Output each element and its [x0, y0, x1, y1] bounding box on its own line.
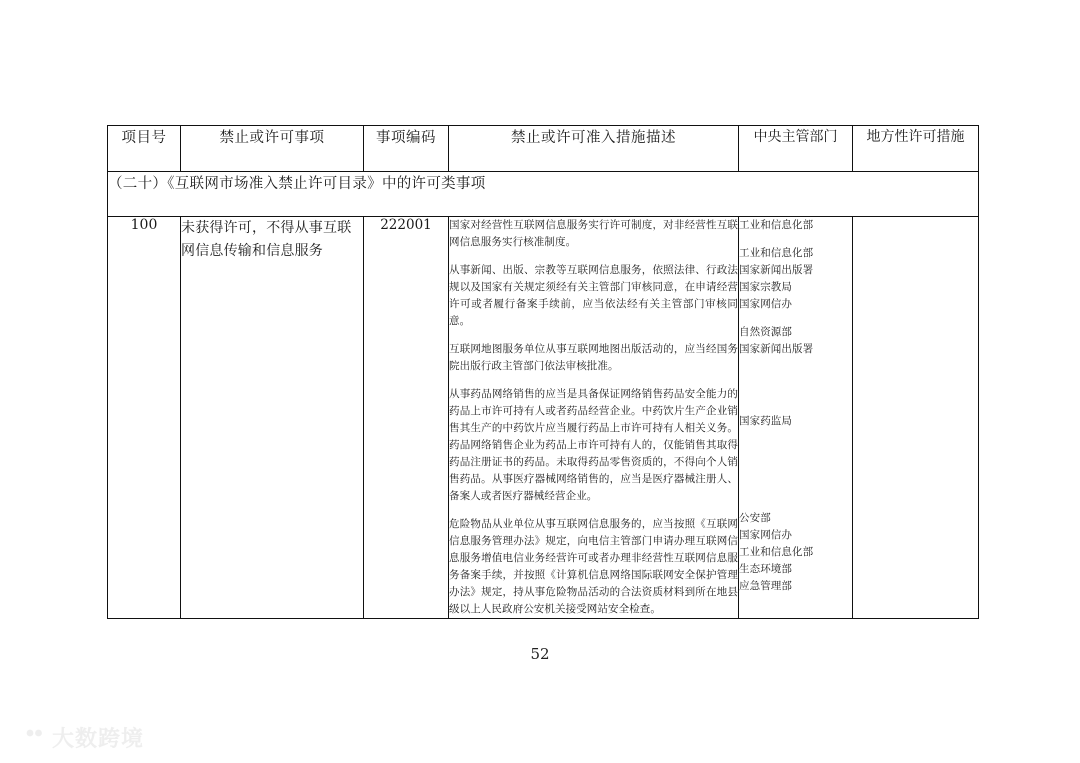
authority-line: 生态环境部 [739, 563, 792, 575]
authority-line: 工业和信息化部 [739, 247, 814, 259]
table-row [108, 217, 979, 619]
permit-catalog-table [107, 125, 979, 619]
cell-measure-description [449, 217, 739, 619]
authority-group [739, 245, 852, 313]
header-central-authority: 中央主管部门 [739, 126, 853, 172]
cell-item-number: 100 [108, 217, 181, 619]
authority-line: 工业和信息化部 [739, 219, 814, 231]
authority-group [739, 324, 852, 358]
header-item-code: 事项编码 [364, 126, 449, 172]
page-number: 52 [530, 645, 550, 663]
watermark-logo-icon [10, 727, 44, 753]
header-local-permit-measures: 地方性许可措施 [853, 126, 979, 172]
description-paragraph: 国家对经营性互联网信息服务实行许可制度，对非经营性互联网信息服务实行核准制度。 [449, 219, 738, 248]
description-paragraph: 危险物品从业单位从事互联网信息服务的，应当按照《互联网信息服务管理办法》规定，向电信主管部门申请办理互联网信息服务增值电信业务经营许可或者办理非经营性互联网信息服务备案手续，并按照《计算机信息网络国际联网安全保护管理办法》规定，持从事危险物品活动的合法资质材料到所在地县级以上人民政府公安机关接受网站安全检查。 [449, 518, 738, 615]
table-header [108, 126, 979, 172]
cell-item-name: 未获得许可，不得从事互联网信息传输和信息服务 [181, 217, 364, 619]
authority-line: 国家药监局 [739, 415, 792, 427]
section-title: （二十）《互联网市场准入禁止许可目录》中的许可类事项 [108, 172, 979, 217]
header-prohibited-or-permitted-item: 禁止或许可事项 [181, 126, 364, 172]
authority-group [739, 413, 852, 430]
authority-line: 国家网信办 [739, 529, 792, 541]
authority-line: 应急管理部 [739, 580, 792, 592]
cell-central-authority [739, 217, 853, 619]
authority-line: 公安部 [739, 512, 771, 524]
authority-line: 国家新闻出版署 [739, 343, 814, 355]
description-paragraph: 从事新闻、出版、宗教等互联网信息服务，依照法律、行政法规以及国家有关规定须经有关主管部门审核同意，在申请经营许可或者履行备案手续前，应当依法经有关主管部门审核同意。 [449, 264, 738, 327]
authority-line: 自然资源部 [739, 326, 792, 338]
header-item-number: 项目号 [108, 126, 181, 172]
watermark [10, 727, 144, 753]
authority-group [739, 510, 852, 595]
watermark-text: 大数跨境 [52, 727, 145, 752]
authority-line: 国家新闻出版署 [739, 264, 814, 276]
header-measure-description: 禁止或许可准入措施描述 [449, 126, 739, 172]
cell-local-permit-measures [853, 217, 979, 619]
authority-group [739, 217, 852, 234]
description-paragraph: 从事药品网络销售的应当是具备保证网络销售药品安全能力的药品上市许可持有人或者药品经营企业。中药饮片生产企业销售其生产的中药饮片应当履行药品上市许可持有人相关义务。药品网络销售企业为药品上市许可持有人的，仅能销售其取得药品注册证书的药品。未取得药品零售资质的，不得向个人销售药品。从事医疗器械网络销售的，应当是医疗器械注册人、备案人或者医疗器械经营企业。 [449, 388, 738, 502]
authority-line: 国家宗教局 [739, 281, 792, 293]
section-title-row [108, 172, 979, 217]
cell-item-code: 222001 [364, 217, 449, 619]
authority-line: 工业和信息化部 [739, 546, 814, 558]
table-body [108, 172, 979, 619]
description-paragraph: 互联网地图服务单位从事互联网地图出版活动的，应当经国务院出版行政主管部门依法审核批准。 [449, 343, 738, 372]
table-header-row [108, 126, 979, 172]
authority-line: 国家网信办 [739, 298, 792, 310]
